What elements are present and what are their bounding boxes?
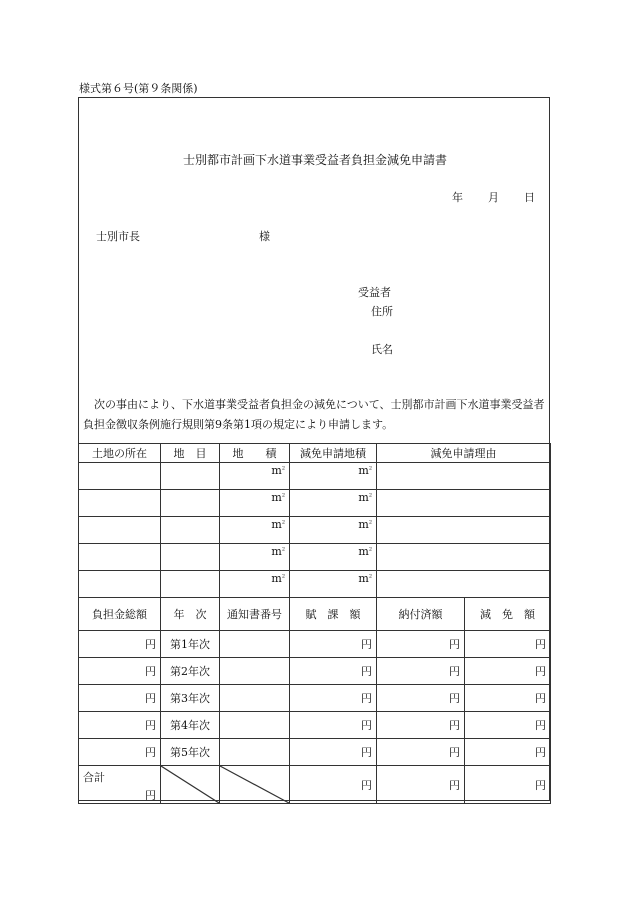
header-reduction-area: 減免申請地積 bbox=[290, 444, 377, 463]
application-statement: 次の事由により、下水道事業受益者負担金の減免について、士別都市計画下水道事業受益者負担金徴収条例施行規則第9条第1項の規定により申請します。 bbox=[83, 398, 545, 431]
total-reduction-cell[interactable] bbox=[465, 766, 551, 804]
total-charge-cell[interactable] bbox=[79, 685, 161, 712]
year-cell: 第1年次 bbox=[161, 631, 220, 658]
reduction-area-cell[interactable] bbox=[290, 544, 377, 571]
reduction-amount-cell[interactable] bbox=[465, 739, 551, 766]
paid-amount-cell[interactable] bbox=[377, 712, 465, 739]
yen-unit: 円 bbox=[145, 789, 156, 802]
reduction-reason-cell[interactable] bbox=[377, 571, 551, 598]
land-location-cell[interactable] bbox=[79, 490, 161, 517]
header-year: 年 次 bbox=[161, 598, 220, 631]
addressee-honorific: 様 bbox=[259, 230, 270, 243]
header-land-category: 地 目 bbox=[161, 444, 220, 463]
yen-unit: 円 bbox=[535, 719, 546, 732]
paid-amount-cell[interactable] bbox=[377, 658, 465, 685]
area-unit-exponent: 2 bbox=[281, 573, 285, 580]
total-charge-cell[interactable] bbox=[79, 712, 161, 739]
yen-unit: 円 bbox=[145, 665, 156, 678]
amount-row bbox=[79, 712, 551, 739]
area-unit-exponent: 2 bbox=[281, 546, 285, 553]
diagonal-cell bbox=[220, 766, 290, 804]
land-category-cell[interactable] bbox=[161, 544, 220, 571]
yen-unit: 円 bbox=[535, 665, 546, 678]
land-area-cell[interactable] bbox=[220, 490, 290, 517]
form-number-label: 様式第６号(第９条関係) bbox=[79, 82, 198, 95]
paid-amount-cell[interactable] bbox=[377, 739, 465, 766]
land-location-cell[interactable] bbox=[79, 544, 161, 571]
total-cell bbox=[79, 766, 161, 804]
land-area-cell[interactable] bbox=[220, 571, 290, 598]
area-unit-exponent: 2 bbox=[281, 492, 285, 499]
header-reduction-reason: 減免申請理由 bbox=[377, 444, 551, 463]
date-month-label: 月 bbox=[488, 191, 499, 204]
area-unit-exponent: 2 bbox=[281, 519, 285, 526]
total-assessed-cell[interactable] bbox=[290, 766, 377, 804]
header-reduction-amount: 減 免 額 bbox=[465, 598, 551, 631]
land-row bbox=[79, 571, 551, 598]
year-cell: 第3年次 bbox=[161, 685, 220, 712]
yen-unit: 円 bbox=[535, 692, 546, 705]
addressee-name: 士別市長 bbox=[96, 230, 140, 243]
land-category-cell[interactable] bbox=[161, 490, 220, 517]
reduction-amount-cell[interactable] bbox=[465, 631, 551, 658]
diagonal-cell bbox=[161, 766, 220, 804]
yen-unit: 円 bbox=[449, 692, 460, 705]
area-unit: m bbox=[358, 491, 369, 504]
header-assessed-amount: 賦 課 額 bbox=[290, 598, 377, 631]
area-unit-exponent: 2 bbox=[281, 465, 285, 472]
land-rows bbox=[79, 463, 551, 598]
assessed-amount-cell[interactable] bbox=[290, 685, 377, 712]
land-location-cell[interactable] bbox=[79, 517, 161, 544]
yen-unit: 円 bbox=[449, 665, 460, 678]
area-unit: m bbox=[271, 464, 282, 477]
land-location-cell[interactable] bbox=[79, 571, 161, 598]
reduction-reason-cell[interactable] bbox=[377, 463, 551, 490]
notice-number-cell[interactable] bbox=[220, 658, 290, 685]
amount-row bbox=[79, 685, 551, 712]
amount-header-row bbox=[79, 598, 551, 631]
land-area-cell[interactable] bbox=[220, 544, 290, 571]
land-category-cell[interactable] bbox=[161, 463, 220, 490]
total-charge-cell[interactable] bbox=[79, 739, 161, 766]
total-label: 合計 bbox=[83, 771, 105, 784]
yen-unit: 円 bbox=[145, 638, 156, 651]
year-cell: 第5年次 bbox=[161, 739, 220, 766]
reduction-area-cell[interactable] bbox=[290, 490, 377, 517]
land-row bbox=[79, 463, 551, 490]
paid-amount-cell[interactable] bbox=[377, 631, 465, 658]
area-unit: m bbox=[271, 545, 282, 558]
yen-unit: 円 bbox=[361, 746, 372, 759]
land-category-cell[interactable] bbox=[161, 571, 220, 598]
form-title: 士別都市計画下水道事業受益者負担金減免申請書 bbox=[182, 153, 447, 167]
yen-unit: 円 bbox=[449, 719, 460, 732]
yen-unit: 円 bbox=[145, 746, 156, 759]
reduction-reason-cell[interactable] bbox=[377, 544, 551, 571]
amount-row bbox=[79, 631, 551, 658]
land-category-cell[interactable] bbox=[161, 517, 220, 544]
yen-unit: 円 bbox=[361, 638, 372, 651]
year-cell: 第2年次 bbox=[161, 658, 220, 685]
diagonal-line bbox=[161, 766, 219, 803]
total-charge-cell[interactable] bbox=[79, 658, 161, 685]
reduction-area-cell[interactable] bbox=[290, 463, 377, 490]
assessed-amount-cell[interactable] bbox=[290, 739, 377, 766]
amount-row bbox=[79, 658, 551, 685]
total-row bbox=[79, 766, 551, 804]
reduction-amount-cell[interactable] bbox=[465, 712, 551, 739]
area-unit: m bbox=[271, 518, 282, 531]
header-notice-number: 通知書番号 bbox=[220, 598, 290, 631]
diagonal-line bbox=[220, 766, 289, 803]
applicant-address-label: 住所 bbox=[371, 305, 393, 318]
yen-unit: 円 bbox=[449, 746, 460, 759]
date-day-label: 日 bbox=[524, 191, 535, 204]
area-unit: m bbox=[271, 491, 282, 504]
area-unit-exponent: 2 bbox=[368, 492, 372, 499]
header-land-area: 地 積 bbox=[220, 444, 290, 463]
yen-unit: 円 bbox=[361, 719, 372, 732]
yen-unit: 円 bbox=[145, 692, 156, 705]
yen-unit: 円 bbox=[361, 665, 372, 678]
yen-unit: 円 bbox=[535, 638, 546, 651]
assessed-amount-cell[interactable] bbox=[290, 631, 377, 658]
header-paid-amount: 納付済額 bbox=[377, 598, 465, 631]
area-unit-exponent: 2 bbox=[368, 573, 372, 580]
area-unit: m bbox=[358, 464, 369, 477]
area-unit: m bbox=[271, 572, 282, 585]
notice-number-cell[interactable] bbox=[220, 631, 290, 658]
land-area-cell[interactable] bbox=[220, 517, 290, 544]
yen-unit: 円 bbox=[449, 778, 460, 792]
reduction-amount-cell[interactable] bbox=[465, 685, 551, 712]
total-charge-cell[interactable] bbox=[79, 631, 161, 658]
land-row bbox=[79, 544, 551, 571]
yen-unit: 円 bbox=[535, 746, 546, 759]
amount-row bbox=[79, 739, 551, 766]
paid-amount-cell[interactable] bbox=[377, 685, 465, 712]
reduction-area-cell[interactable] bbox=[290, 517, 377, 544]
reduction-reason-cell[interactable] bbox=[377, 490, 551, 517]
reduction-area-cell[interactable] bbox=[290, 571, 377, 598]
yen-unit: 円 bbox=[145, 719, 156, 732]
land-area-cell[interactable] bbox=[220, 463, 290, 490]
area-unit-exponent: 2 bbox=[368, 546, 372, 553]
application-table bbox=[78, 443, 551, 804]
area-unit: m bbox=[358, 518, 369, 531]
year-cell: 第4年次 bbox=[161, 712, 220, 739]
amount-rows bbox=[79, 631, 551, 766]
assessed-amount-cell[interactable] bbox=[290, 712, 377, 739]
area-unit-exponent: 2 bbox=[368, 519, 372, 526]
header-total-charge: 負担金総額 bbox=[79, 598, 161, 631]
area-unit: m bbox=[358, 572, 369, 585]
yen-unit: 円 bbox=[535, 778, 546, 792]
land-header-row bbox=[79, 444, 551, 463]
header-land-location: 土地の所在 bbox=[79, 444, 161, 463]
notice-number-cell[interactable] bbox=[220, 739, 290, 766]
land-row bbox=[79, 517, 551, 544]
applicant-name-label: 氏名 bbox=[371, 343, 393, 356]
reduction-reason-cell[interactable] bbox=[377, 517, 551, 544]
land-location-cell[interactable] bbox=[79, 463, 161, 490]
notice-number-cell[interactable] bbox=[220, 685, 290, 712]
yen-unit: 円 bbox=[361, 692, 372, 705]
total-paid-cell[interactable] bbox=[377, 766, 465, 804]
land-row bbox=[79, 490, 551, 517]
reduction-amount-cell[interactable] bbox=[465, 658, 551, 685]
area-unit-exponent: 2 bbox=[368, 465, 372, 472]
yen-unit: 円 bbox=[361, 778, 372, 792]
applicant-label: 受益者 bbox=[358, 286, 391, 299]
area-unit: m bbox=[358, 545, 369, 558]
notice-number-cell[interactable] bbox=[220, 712, 290, 739]
yen-unit: 円 bbox=[449, 638, 460, 651]
date-year-label: 年 bbox=[452, 191, 463, 204]
assessed-amount-cell[interactable] bbox=[290, 658, 377, 685]
